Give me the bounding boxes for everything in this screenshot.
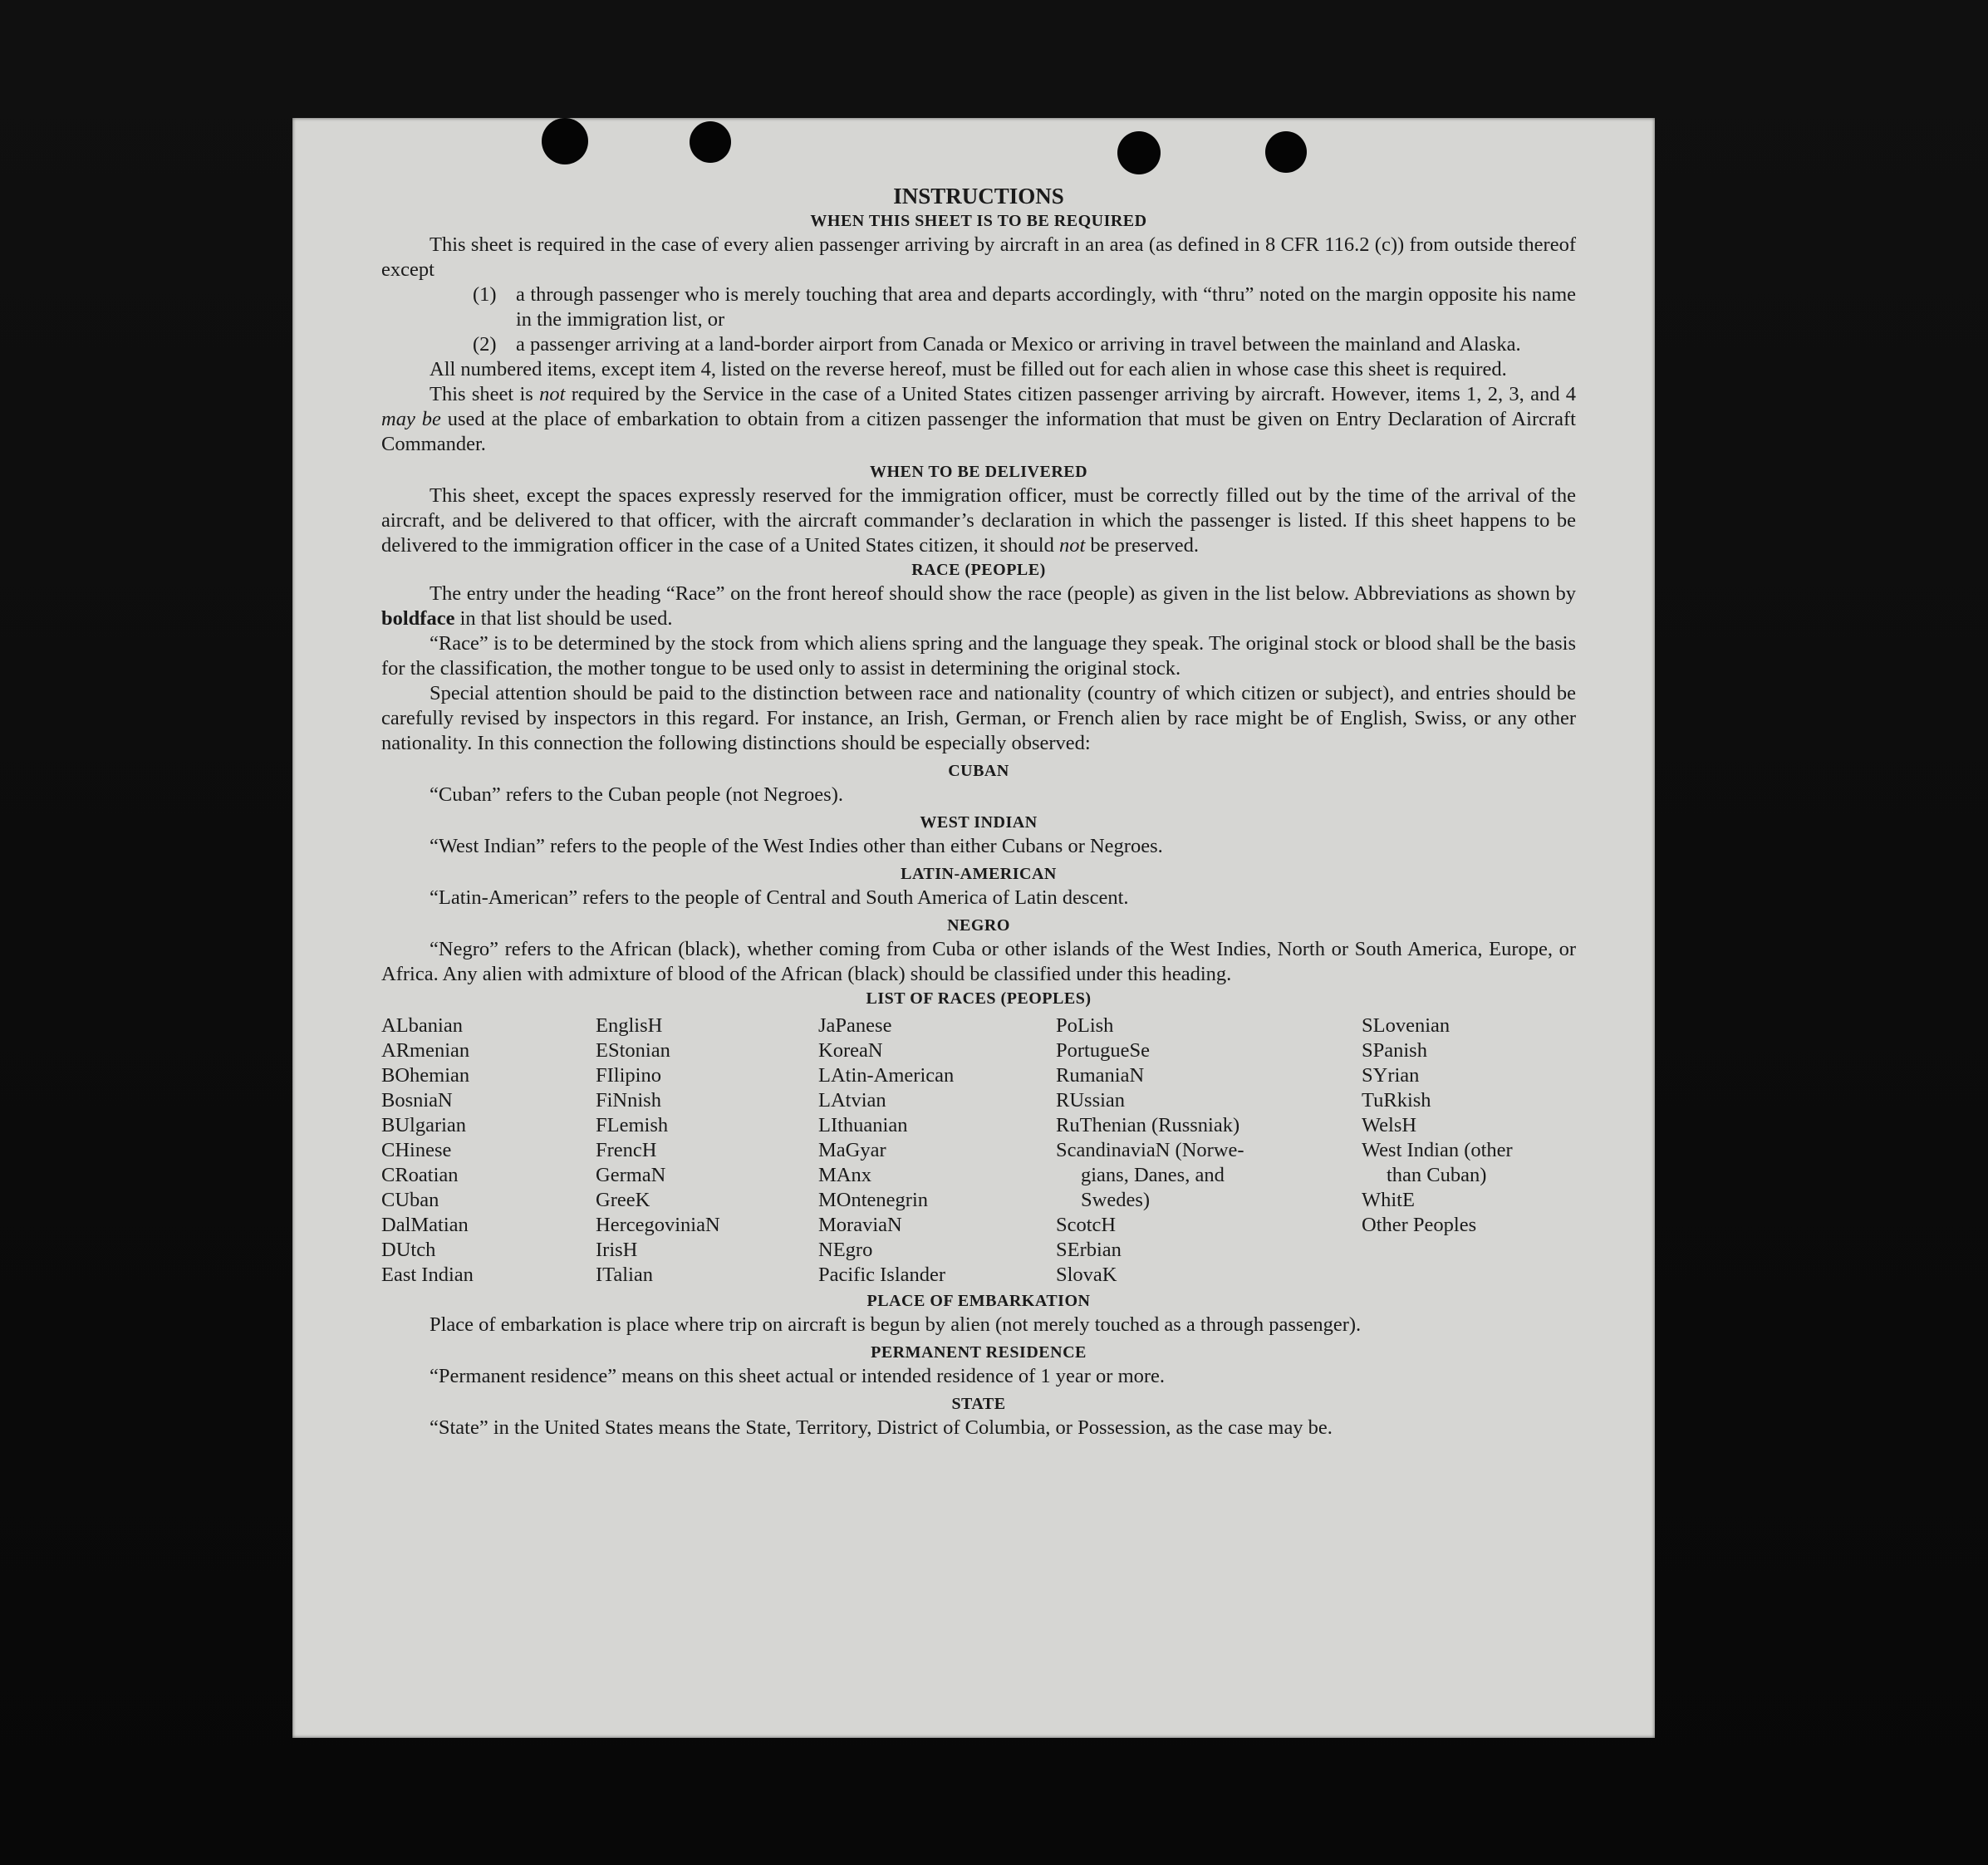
definition-state: “State” in the United States means the State, Territory, District of Columbia, or Possession, as the case may be. — [430, 1416, 1333, 1439]
paragraph-numbered-items: All numbered items, except item 4, listed on the reverse hereof, must be filled out for each alien in whose case this sheet is required. — [430, 358, 1507, 380]
heading-state: STATE — [951, 1395, 1006, 1413]
bold-boldface: boldface — [381, 607, 455, 630]
race-entry: RUssian — [1056, 1089, 1126, 1112]
race-entry: IrisH — [596, 1239, 638, 1261]
definition-negro: “Negro” refers to the African (black), whether coming from Cuba or other islands of the West Indies, North or South America, Europe, or Africa. Any alien with admixture of blood of the African (black) should be classified under this heading. — [381, 938, 1576, 985]
race-entry: HercegoviniaN — [596, 1214, 720, 1236]
race-entry: SlovaK — [1056, 1264, 1117, 1286]
race-entry: CUban — [381, 1189, 439, 1211]
heading-when-required: WHEN THIS SHEET IS TO BE REQUIRED — [810, 212, 1147, 230]
race-entry: SYrian — [1362, 1064, 1420, 1087]
heading-when-delivered: WHEN TO BE DELIVERED — [869, 463, 1088, 481]
race-column-2 — [596, 1013, 818, 1288]
race-entry-continued: Swedes) — [1081, 1189, 1151, 1211]
text-run: be preserved. — [1085, 534, 1200, 557]
paragraph-when-required-intro: This sheet is required in the case of every alien passenger arriving by aircraft in an area (as defined in 8 CFR 116.2 (c)) from outside thereof except — [381, 233, 1576, 281]
race-entry: DalMatian — [381, 1214, 469, 1236]
race-column-4 — [1056, 1013, 1362, 1288]
heading-west-indian: WEST INDIAN — [920, 813, 1038, 832]
paragraph-when-delivered — [381, 483, 1576, 558]
race-entry: ITalian — [596, 1264, 654, 1286]
definition-permanent-residence: “Permanent residence” means on this sheet actual or intended residence of 1 year or more. — [430, 1365, 1166, 1387]
race-entry: FrencH — [596, 1139, 657, 1161]
list-item — [381, 332, 1576, 357]
heading-race: RACE (PEOPLE) — [911, 561, 1046, 579]
italic-not: not — [539, 383, 566, 405]
race-entry: WelsH — [1362, 1114, 1417, 1136]
race-entry: Other Peoples — [1362, 1214, 1477, 1236]
race-entry: BOhemian — [381, 1064, 470, 1087]
italic-not: not — [1058, 534, 1086, 557]
race-entry: GreeK — [596, 1189, 650, 1211]
race-entry: MaGyar — [818, 1139, 886, 1161]
race-entry: GermaN — [596, 1164, 666, 1186]
race-entry: ScotcH — [1056, 1214, 1117, 1236]
race-entry: CHinese — [381, 1139, 452, 1161]
race-entry: LAtin-American — [818, 1064, 955, 1087]
race-entry: EStonian — [596, 1039, 670, 1062]
race-entry: EnglisH — [596, 1014, 663, 1037]
race-entry: MOntenegrin — [818, 1189, 928, 1211]
paragraph-citizen — [381, 382, 1576, 457]
heading-embarkation: PLACE OF EMBARKATION — [866, 1292, 1091, 1310]
race-entry: ARmenian — [381, 1039, 470, 1062]
race-column-5 — [1362, 1013, 1576, 1288]
definition-cuban: “Cuban” refers to the Cuban people (not Negroes). — [430, 783, 843, 806]
race-entry: FLemish — [596, 1114, 669, 1136]
punch-hole — [690, 121, 731, 163]
definition-embarkation: Place of embarkation is place where trip on aircraft is begun by alien (not merely touched as a through passenger). — [430, 1313, 1362, 1336]
italic-may-be: may be — [381, 408, 441, 430]
race-entry: PortugueSe — [1056, 1039, 1150, 1062]
race-entry: TuRkish — [1362, 1089, 1431, 1112]
paragraph-race-1 — [381, 582, 1576, 631]
text-run: in that list should be used. — [454, 607, 673, 630]
race-entry: KoreaN — [818, 1039, 883, 1062]
page-title: INSTRUCTIONS — [893, 184, 1064, 209]
text-run: required by the Service in the case of a United States citizen passenger arriving by aircraft. However, items 1, 2, 3, and 4 — [565, 383, 1576, 405]
race-entry: LIthuanian — [818, 1114, 908, 1136]
race-entry: East Indian — [381, 1264, 474, 1286]
item-text: a passenger arriving at a land-border airport from Canada or Mexico or arriving in travel between the mainland and Alaska. — [516, 333, 1521, 356]
heading-negro: NEGRO — [947, 916, 1010, 935]
race-entry: PoLish — [1056, 1014, 1114, 1037]
document-sheet — [292, 118, 1655, 1738]
list-item — [381, 282, 1576, 332]
text-run: This sheet is — [430, 383, 540, 405]
race-entry-continued: than Cuban) — [1387, 1164, 1487, 1186]
race-entry: ScandinaviaN (Norwe- — [1056, 1139, 1244, 1161]
race-entry: RuThenian (Russniak) — [1056, 1114, 1240, 1136]
race-entry: MAnx — [818, 1164, 871, 1186]
race-entry: JaPanese — [818, 1014, 892, 1037]
text-run: used at the place of embarkation to obtain from a citizen passenger the information that must be given on Entry Declaration of Aircraft Commander. — [381, 408, 1576, 455]
race-entry: ALbanian — [381, 1014, 463, 1037]
race-column-3 — [818, 1013, 1056, 1288]
race-entry: BosniaN — [381, 1089, 453, 1112]
item-number: (1) — [473, 283, 497, 306]
race-list — [381, 1013, 1576, 1288]
definition-latin-american: “Latin-American” refers to the people of Central and South America of Latin descent. — [430, 886, 1129, 909]
instructions-body — [381, 183, 1576, 1440]
punch-hole — [1265, 131, 1307, 173]
paragraph-race-3: Special attention should be paid to the distinction between race and nationality (country of which citizen or subject), and entries should be carefully revised by inspectors in this regard. For instance, an Irish, German, or French alien by race might be of English, Swiss, or any other nationality. In this connection the following distinctions should be especially observed: — [381, 682, 1576, 754]
race-entry: FIlipino — [596, 1064, 661, 1087]
race-entry: NEgro — [818, 1239, 873, 1261]
punch-hole — [542, 118, 588, 164]
definition-west-indian: “West Indian” refers to the people of the West Indies other than either Cubans or Negroes. — [430, 835, 1163, 857]
race-entry: DUtch — [381, 1239, 436, 1261]
heading-cuban: CUBAN — [948, 762, 1009, 780]
race-entry: BUlgarian — [381, 1114, 467, 1136]
race-entry: MoraviaN — [818, 1214, 902, 1236]
heading-latin-american: LATIN-AMERICAN — [901, 865, 1057, 883]
punch-hole — [1117, 131, 1161, 174]
item-number: (2) — [473, 333, 497, 356]
race-entry: SLovenian — [1362, 1014, 1451, 1037]
item-text: a through passenger who is merely touching that area and departs accordingly, with “thru” noted on the margin opposite his name in the immigration list, or — [516, 283, 1576, 331]
paragraph-race-2: “Race” is to be determined by the stock from which aliens spring and the language they speak. The original stock or blood shall be the basis for the classification, the mother tongue to be used only to assist in determining the original stock. — [381, 632, 1576, 680]
race-column-1 — [381, 1013, 596, 1288]
race-entry: SPanish — [1362, 1039, 1427, 1062]
race-entry-continued: gians, Danes, and — [1081, 1164, 1225, 1186]
race-entry: Pacific Islander — [818, 1264, 946, 1286]
race-entry: CRoatian — [381, 1164, 459, 1186]
race-entry: LAtvian — [818, 1089, 886, 1112]
text-run: The entry under the heading “Race” on the front hereof should show the race (people) as given in the list below. Abbreviations as shown by — [430, 582, 1576, 605]
text-run: This sheet, except the spaces expressly reserved for the immigration officer, must be correctly filled out by the time of the arrival of the aircraft, and be delivered to that officer, with the aircraft commander’s declaration in which the passenger is listed. If this sheet happens to be delivered to the immigration officer in the case of a United States citizen, it should — [381, 484, 1576, 557]
race-entry: WhitE — [1362, 1189, 1415, 1211]
race-entry: RumaniaN — [1056, 1064, 1145, 1087]
heading-list-of-races: LIST OF RACES (PEOPLES) — [866, 989, 1092, 1008]
heading-permanent-residence: PERMANENT RESIDENCE — [871, 1343, 1087, 1362]
race-entry: West Indian (other — [1362, 1139, 1513, 1161]
race-entry: FiNnish — [596, 1089, 661, 1112]
race-entry: SErbian — [1056, 1239, 1122, 1261]
